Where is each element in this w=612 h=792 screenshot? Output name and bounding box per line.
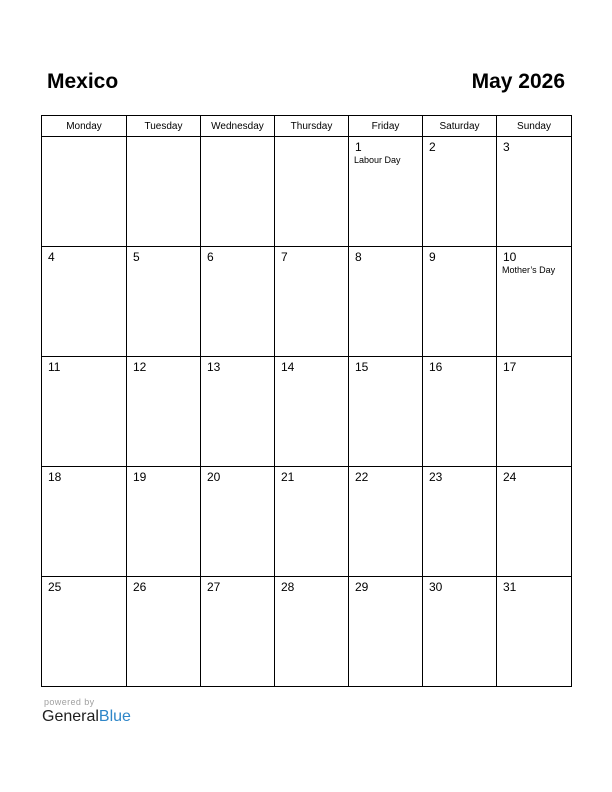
day-number: 7 bbox=[281, 250, 288, 264]
day-number: 23 bbox=[429, 470, 443, 484]
day-number: 12 bbox=[133, 360, 147, 374]
day-cell bbox=[127, 357, 201, 467]
day-cell bbox=[423, 467, 497, 577]
day-number: 8 bbox=[355, 250, 362, 264]
day-number: 4 bbox=[48, 250, 55, 264]
day-number: 21 bbox=[281, 470, 295, 484]
day-number: 29 bbox=[355, 580, 369, 594]
day-cell bbox=[423, 577, 497, 687]
weekday-header: Sunday bbox=[497, 116, 572, 137]
day-cell bbox=[349, 577, 423, 687]
day-cell bbox=[275, 467, 349, 577]
day-cell bbox=[423, 247, 497, 357]
day-cell bbox=[275, 247, 349, 357]
day-number: 20 bbox=[207, 470, 221, 484]
week-row bbox=[42, 247, 572, 357]
weekday-header: Friday bbox=[349, 116, 423, 137]
day-number: 3 bbox=[503, 140, 510, 154]
day-cell bbox=[349, 357, 423, 467]
day-cell bbox=[127, 467, 201, 577]
day-cell bbox=[497, 137, 572, 247]
calendar-grid bbox=[41, 115, 572, 687]
weekday-header-row bbox=[42, 116, 572, 137]
day-number: 16 bbox=[429, 360, 443, 374]
day-number: 10 bbox=[503, 250, 517, 264]
day-cell bbox=[42, 357, 127, 467]
day-number: 14 bbox=[281, 360, 295, 374]
weekday-header: Thursday bbox=[275, 116, 349, 137]
weekday-header: Wednesday bbox=[201, 116, 275, 137]
day-cell bbox=[349, 137, 423, 247]
day-cell bbox=[275, 357, 349, 467]
country-title: Mexico bbox=[47, 70, 119, 93]
day-number: 1 bbox=[355, 140, 362, 154]
day-cell bbox=[42, 467, 127, 577]
day-cell-empty bbox=[275, 137, 349, 247]
week-row bbox=[42, 137, 572, 247]
powered-by-text: powered by bbox=[44, 697, 95, 707]
holiday-label: Labour Day bbox=[354, 155, 401, 165]
day-cell bbox=[423, 137, 497, 247]
week-row bbox=[42, 357, 572, 467]
day-cell bbox=[201, 577, 275, 687]
brand-name-blue: Blue bbox=[98, 708, 131, 725]
weekday-header: Tuesday bbox=[127, 116, 201, 137]
day-cell bbox=[201, 467, 275, 577]
day-cell bbox=[201, 357, 275, 467]
day-number: 2 bbox=[429, 140, 436, 154]
day-cell bbox=[349, 467, 423, 577]
weekday-header: Monday bbox=[42, 116, 127, 137]
brand-name-general: General bbox=[42, 708, 99, 725]
day-number: 13 bbox=[207, 360, 221, 374]
day-number: 25 bbox=[48, 580, 62, 594]
day-number: 19 bbox=[133, 470, 147, 484]
day-cell bbox=[497, 467, 572, 577]
day-cell-empty bbox=[127, 137, 201, 247]
day-cell bbox=[42, 577, 127, 687]
day-number: 30 bbox=[429, 580, 443, 594]
day-number: 17 bbox=[503, 360, 517, 374]
footer-branding bbox=[42, 697, 131, 727]
day-number: 15 bbox=[355, 360, 369, 374]
holiday-label: Mother’s Day bbox=[502, 265, 556, 275]
day-cell-empty bbox=[201, 137, 275, 247]
day-number: 28 bbox=[281, 580, 295, 594]
week-row bbox=[42, 577, 572, 687]
day-cell bbox=[127, 577, 201, 687]
day-cell bbox=[497, 247, 572, 357]
day-number: 6 bbox=[207, 250, 214, 264]
day-number: 5 bbox=[133, 250, 140, 264]
day-cell bbox=[423, 357, 497, 467]
day-cell bbox=[127, 247, 201, 357]
day-cell bbox=[42, 247, 127, 357]
day-number: 18 bbox=[48, 470, 62, 484]
brand-logo bbox=[42, 707, 131, 727]
day-cell bbox=[349, 247, 423, 357]
day-number: 11 bbox=[48, 360, 61, 374]
day-number: 22 bbox=[355, 470, 369, 484]
day-number: 9 bbox=[429, 250, 436, 264]
weekday-header: Saturday bbox=[423, 116, 497, 137]
day-number: 27 bbox=[207, 580, 221, 594]
day-number: 26 bbox=[133, 580, 147, 594]
day-number: 24 bbox=[503, 470, 517, 484]
month-year-title: May 2026 bbox=[471, 70, 565, 93]
day-cell bbox=[201, 247, 275, 357]
day-cell-empty bbox=[42, 137, 127, 247]
day-number: 31 bbox=[503, 580, 517, 594]
day-cell bbox=[275, 577, 349, 687]
week-row bbox=[42, 467, 572, 577]
day-cell bbox=[497, 357, 572, 467]
day-cell bbox=[497, 577, 572, 687]
